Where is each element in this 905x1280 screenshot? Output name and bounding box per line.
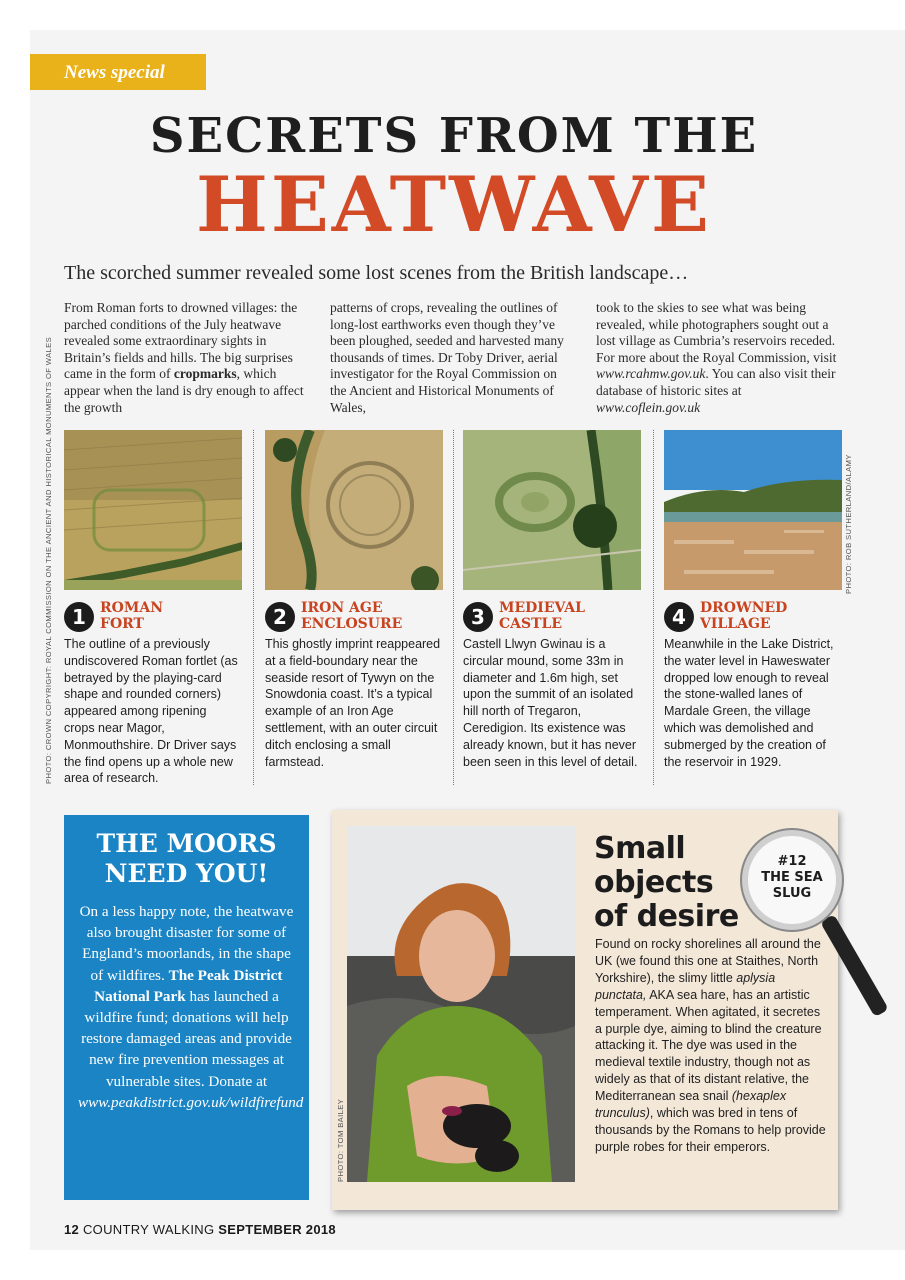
medieval-castle-image — [463, 430, 641, 590]
section-number-badge: 3 — [463, 602, 493, 632]
iron-age-photo — [265, 430, 443, 590]
intro-text: , which appear when the land is dry enough to affect the growth — [64, 366, 304, 415]
species-name: aplysia punctata, — [595, 970, 776, 1002]
intro-text: took to the skies to see what was being revealed, while photographers sought out a lost village as Cumbria’s reservoirs receded. For more about the Royal Commission, visit — [596, 300, 837, 365]
page-number: 12 — [64, 1222, 80, 1237]
iron-age-image — [265, 430, 443, 590]
section-title-medieval-castle — [499, 600, 585, 632]
section-tag-label: News special — [64, 62, 165, 83]
intro-text: From Roman forts to drowned villages: the parched conditions of the July heatwave revealed some extraordinary sights in Britain’s fields and hills. The big surprises came in the form of — [64, 300, 298, 382]
section-title-line: FORT — [100, 616, 144, 632]
section-title-iron-age — [301, 600, 402, 632]
desire-text: Found on rocky shorelines all around the UK (we found this one at Staithes, North Yorkshire), the slimy little — [595, 937, 821, 985]
section-title-line: MEDIEVAL — [499, 600, 586, 616]
moors-title-line: NEED YOU! — [104, 859, 269, 888]
column-divider — [253, 430, 254, 785]
magazine-name: COUNTRY WALKING — [82, 1222, 215, 1237]
species-name: (hexaplex trunculus) — [595, 1089, 787, 1121]
moors-title — [64, 829, 309, 889]
photo-credit-left: PHOTO: CROWN COPYRIGHT: ROYAL COMMISSION ON THE ANCIENT AND HISTORICAL MONUMENTS OF WALES — [44, 336, 53, 784]
wildfire-fund-link[interactable]: www.peakdistrict.gov.uk/wildfirefund — [78, 1093, 304, 1111]
moors-text: On a less happy note, the heatwave also brought disaster for some of England’s moorlands, in the shape of wildfires. — [79, 903, 294, 984]
section-body-iron-age: This ghostly imprint reappeared at a field-boundary near the seaside resort of Tywyn on the Snowdonia coast. It’s a typical example of an Iron Age settlement, with an outer circuit ditch enclosing a small farmstead. — [265, 637, 441, 769]
headline-line-2: HEATWAVE — [196, 160, 712, 249]
desire-title-line: of desire — [594, 899, 739, 934]
intro-column-3 — [596, 300, 840, 416]
issue-date: SEPTEMBER 2018 — [218, 1222, 336, 1237]
section-title-roman-fort — [100, 600, 163, 632]
section-tag — [30, 54, 206, 90]
section-number-badge: 4 — [664, 602, 694, 632]
sea-slug-image — [347, 826, 575, 1182]
section-title-line: CASTLE — [499, 616, 563, 632]
intro-column-2: patterns of crops, revealing the outlines of long-lost earthworks even though they’ve been ploughed, seeded and harvested many thousands of times. Dr Toby Driver, aerial investigator for the Royal Commission on the Ancient and Historical Monuments of Wales, — [330, 300, 564, 415]
drowned-village-photo — [664, 430, 842, 590]
column-divider — [453, 430, 454, 785]
section-number-badge: 2 — [265, 602, 295, 632]
moors-title-line: THE MOORS — [96, 829, 277, 858]
desire-body — [595, 936, 827, 1156]
intro-column-1 — [64, 300, 308, 416]
standfirst: The scorched summer revealed some lost scenes from the British landscape… — [64, 262, 689, 284]
lens-label — [748, 854, 836, 902]
page-footer — [64, 1222, 336, 1237]
section-body-medieval-castle: Castell Llwyn Gwinau is a circular mound, some 33m in diameter and 1.6m high, set upon the summit of an isolated hill north of Tregaron, Ceredigion. Its existence was already known, but it has never been seen in this level of detail. — [463, 637, 638, 769]
intro-text: . You can also visit their database of historic sites at — [596, 366, 836, 398]
magnifying-glass-icon — [742, 830, 842, 930]
rcahmw-link[interactable]: www.rcahmw.gov.uk — [596, 366, 706, 382]
column-divider — [653, 430, 654, 785]
lens-text: THE SEA — [761, 870, 823, 885]
section-title-line: VILLAGE — [700, 616, 771, 632]
section-title-line: ENCLOSURE — [301, 616, 403, 632]
section-title-line: DROWNED — [700, 600, 788, 616]
desire-title-line: Small — [594, 831, 686, 866]
moors-text: has launched a wildfire fund; donations will help restore damaged areas and provide new fire prevention messages at vulnerable sites. Donate at — [81, 987, 292, 1090]
drowned-village-image — [664, 430, 842, 590]
lens-number: #12 — [777, 854, 807, 869]
section-title-line: ROMAN — [100, 600, 163, 616]
sea-slug-photo — [347, 826, 575, 1182]
headline-line-1: SECRETS FROM THE — [149, 108, 759, 164]
photo-credit-right: PHOTO: ROB SUTHERLAND/ALAMY — [844, 454, 853, 594]
coflein-link[interactable]: www.coflein.gov.uk — [596, 399, 701, 415]
section-body-drowned-village: Meanwhile in the Lake District, the water level in Haweswater dropped low enough to reveal the stone-walled lanes of Mardale Green, the village which was demolished and submerged by the creation of the reservoir in 1929. — [664, 637, 834, 769]
photo-credit-desire: PHOTO: TOM BAILEY — [336, 1098, 345, 1182]
section-number-badge: 1 — [64, 602, 94, 632]
section-title-drowned-village — [700, 600, 787, 632]
moors-body — [78, 901, 304, 1113]
desire-title-line: objects — [594, 865, 714, 900]
desire-text: , which was bred in tens of thousands by the Romans to help provide purple robes for their emperors. — [595, 1106, 826, 1154]
desire-text: AKA sea hare, has an artistic temperament. When agitated, it secretes a purple dye, aiming to blind the creature attacking it. The dye was used in the medieval textile industry, though not as widely as that of its distant relative, the Mediterranean sea snail — [595, 987, 822, 1104]
medieval-castle-photo — [463, 430, 641, 590]
desire-title — [594, 832, 739, 934]
roman-fort-photo — [64, 430, 242, 590]
lens-text: SLUG — [772, 886, 812, 901]
moors-box — [64, 815, 309, 1200]
section-body-roman-fort: The outline of a previously undiscovered Roman fortlet (as betrayed by the playing-card shape and rounded corners) appeared among ripening crops near Magor, Monmouthshire. Dr Driver says the find opens up a whole new area of research. — [64, 637, 238, 786]
roman-fort-image — [64, 430, 242, 590]
section-title-line: IRON AGE — [301, 600, 383, 616]
moors-park-name: The Peak District National Park — [94, 966, 283, 1005]
intro-keyword: cropmarks — [173, 366, 237, 382]
objects-of-desire-card — [332, 810, 838, 1210]
